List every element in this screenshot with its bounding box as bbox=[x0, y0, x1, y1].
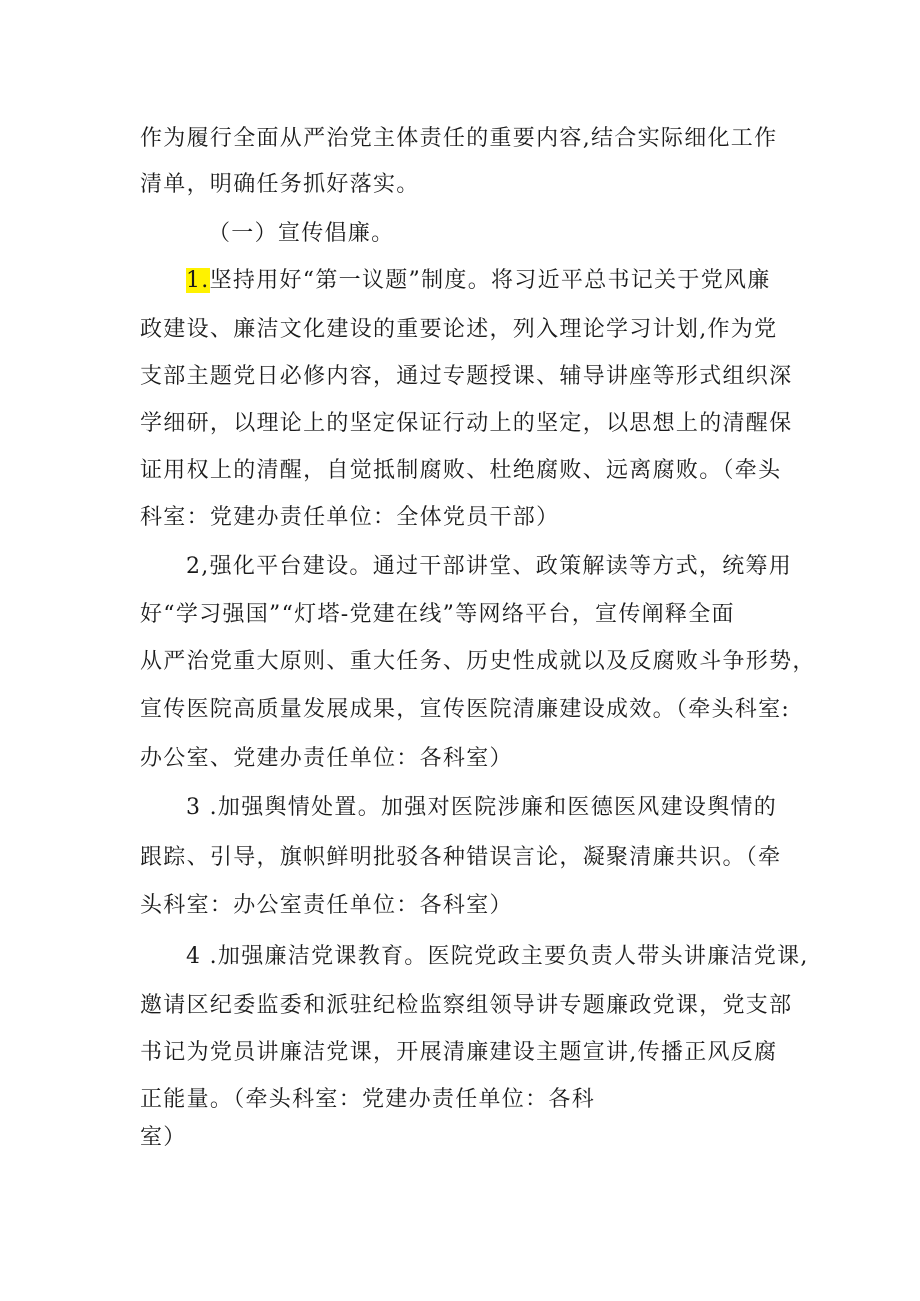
item-3-first-line bbox=[186, 793, 777, 823]
intro-line: 作为履行全面从严治党主体责任的重要内容,结合实际细化工作 bbox=[140, 126, 778, 151]
item-1-text: 坚持用好“第一议题”制度。将习近平总书记关于党风廉 bbox=[209, 268, 771, 293]
item-3-text: 加强舆情处置。加强对医院涉廉和医德医风建设舆情的 bbox=[217, 795, 778, 820]
item-4-text: 加强廉洁党课教育。医院党政主要负责人带头讲廉洁党课, bbox=[217, 944, 809, 969]
item-1-number-highlight: 1. bbox=[186, 268, 210, 293]
paragraph-line: 头科室：办公室责任单位：各科室） bbox=[140, 893, 513, 918]
paragraph-line: 正能量。（牵头科室：党建办责任单位：各科 bbox=[140, 1087, 596, 1112]
paragraph-line: 室） bbox=[140, 1125, 187, 1150]
paragraph-line: 书记为党员讲廉洁党课，开展清廉建设主题宣讲,传播正风反腐 bbox=[140, 1040, 778, 1065]
paragraph-line: 邀请区纪委监委和派驻纪检监察组领导讲专题廉政党课，党支部 bbox=[140, 993, 793, 1018]
paragraph-line: 好“学习强国”“灯塔-党建在线”等网络平台，宣传阐释全面 bbox=[140, 602, 735, 627]
paragraph-line: 科室：党建办责任单位：全体党员干部） bbox=[140, 505, 560, 530]
item-4-first-line bbox=[186, 942, 809, 972]
paragraph-line: 政建设、廉洁文化建设的重要论述，列入理论学习计划,作为党 bbox=[140, 317, 778, 342]
paragraph-line: 办公室、党建办责任单位：各科室） bbox=[140, 746, 513, 771]
paragraph-line: 跟踪、引导，旗帜鲜明批驳各种错误言论，凝聚清廉共识。（牵 bbox=[140, 845, 782, 870]
paragraph-line: 证用权上的清醒，自觉抵制腐败、杜绝腐败、远离腐败。（牵头 bbox=[140, 458, 782, 483]
item-1-first-line bbox=[186, 266, 771, 296]
paragraph-line: 支部主题党日必修内容，通过专题授课、辅导讲座等形式组织深 bbox=[140, 364, 793, 389]
intro-line: 清单，明确任务抓好落实。 bbox=[140, 172, 420, 197]
item-2-number: 2, bbox=[186, 554, 210, 579]
item-3-number: 3 . bbox=[186, 795, 218, 820]
item-2-first-line bbox=[186, 552, 792, 582]
section-heading: （一）宣传倡廉。 bbox=[208, 221, 395, 246]
item-4-number: 4 . bbox=[186, 944, 218, 969]
paragraph-line: 宣传医院高质量发展成果，宣传医院清廉建设成效。（牵头科室: bbox=[140, 697, 791, 722]
paragraph-line: 从严治党重大原则、重大任务、历史性成就以及反腐败斗争形势， bbox=[140, 649, 816, 674]
item-2-text: 强化平台建设。通过干部讲堂、政策解读等方式，统筹用 bbox=[209, 554, 793, 579]
paragraph-line: 学细研，以理论上的坚定保证行动上的坚定，以思想上的清醒保 bbox=[140, 411, 793, 436]
